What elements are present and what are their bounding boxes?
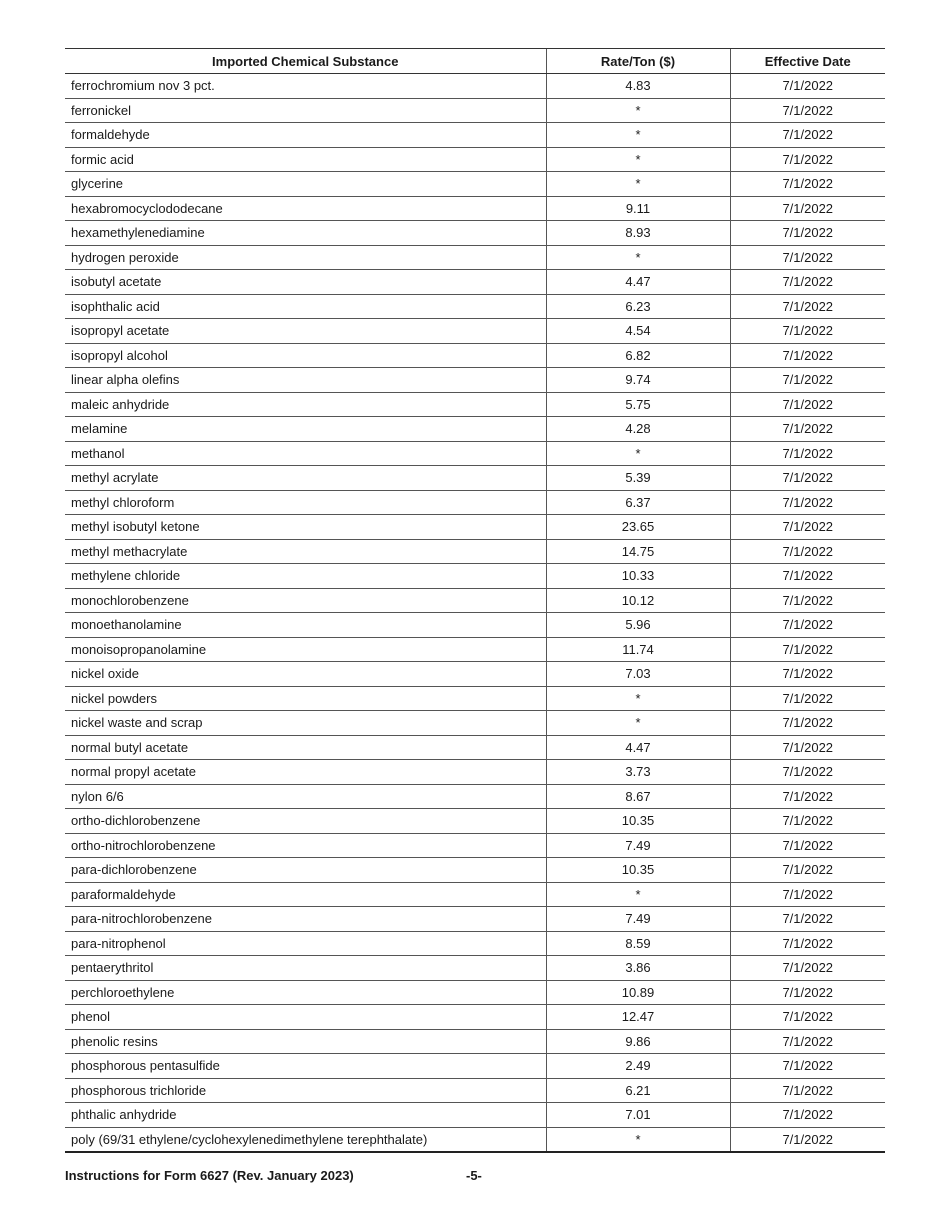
effective-date-cell: 7/1/2022 — [730, 1127, 885, 1152]
substance-cell: glycerine — [65, 172, 546, 197]
rate-cell: 9.86 — [546, 1029, 730, 1054]
table-row — [65, 931, 885, 956]
form-title-footer: Instructions for Form 6627 (Rev. January 2023) — [65, 1168, 354, 1183]
substance-cell: paraformaldehyde — [65, 882, 546, 907]
effective-date-cell: 7/1/2022 — [730, 172, 885, 197]
table-row — [65, 98, 885, 123]
table-row — [65, 564, 885, 589]
substance-cell: melamine — [65, 417, 546, 442]
effective-date-cell: 7/1/2022 — [730, 392, 885, 417]
table-row — [65, 1103, 885, 1128]
effective-date-cell: 7/1/2022 — [730, 588, 885, 613]
table-row — [65, 588, 885, 613]
effective-date-cell: 7/1/2022 — [730, 907, 885, 932]
table-row — [65, 368, 885, 393]
table-row — [65, 1054, 885, 1079]
substance-cell: methyl chloroform — [65, 490, 546, 515]
substance-cell: phenolic resins — [65, 1029, 546, 1054]
effective-date-cell: 7/1/2022 — [730, 441, 885, 466]
rate-cell: 23.65 — [546, 515, 730, 540]
table-row — [65, 147, 885, 172]
substance-cell: isopropyl alcohol — [65, 343, 546, 368]
effective-date-cell: 7/1/2022 — [730, 931, 885, 956]
header-effective-date: Effective Date — [730, 49, 885, 74]
effective-date-cell: 7/1/2022 — [730, 637, 885, 662]
page-number: -5- — [466, 1168, 482, 1183]
rate-cell: 10.89 — [546, 980, 730, 1005]
rate-cell: 5.39 — [546, 466, 730, 491]
substance-cell: hexabromocyclododecane — [65, 196, 546, 221]
table-row — [65, 515, 885, 540]
substance-cell: normal propyl acetate — [65, 760, 546, 785]
table-header-row — [65, 49, 885, 74]
table-row — [65, 343, 885, 368]
rate-cell: 10.35 — [546, 809, 730, 834]
table-row — [65, 784, 885, 809]
rate-cell: * — [546, 147, 730, 172]
effective-date-cell: 7/1/2022 — [730, 1078, 885, 1103]
substance-cell: phenol — [65, 1005, 546, 1030]
effective-date-cell: 7/1/2022 — [730, 221, 885, 246]
effective-date-cell: 7/1/2022 — [730, 1054, 885, 1079]
rate-cell: 6.82 — [546, 343, 730, 368]
table-row — [65, 539, 885, 564]
table-row — [65, 74, 885, 99]
table-row — [65, 441, 885, 466]
rate-cell: 5.96 — [546, 613, 730, 638]
rate-cell: 14.75 — [546, 539, 730, 564]
table-row — [65, 319, 885, 344]
table-row — [65, 123, 885, 148]
table-row — [65, 711, 885, 736]
rate-cell: * — [546, 711, 730, 736]
rate-cell: 10.35 — [546, 858, 730, 883]
substance-cell: monoethanolamine — [65, 613, 546, 638]
rate-cell: * — [546, 123, 730, 148]
rate-cell: 7.49 — [546, 833, 730, 858]
rate-cell: * — [546, 245, 730, 270]
effective-date-cell: 7/1/2022 — [730, 686, 885, 711]
table-row — [65, 637, 885, 662]
effective-date-cell: 7/1/2022 — [730, 319, 885, 344]
substance-cell: monochlorobenzene — [65, 588, 546, 613]
substance-cell: hydrogen peroxide — [65, 245, 546, 270]
table-row — [65, 196, 885, 221]
effective-date-cell: 7/1/2022 — [730, 956, 885, 981]
substance-cell: methyl isobutyl ketone — [65, 515, 546, 540]
rate-cell: 4.28 — [546, 417, 730, 442]
table-body — [65, 74, 885, 1152]
substance-cell: pentaerythritol — [65, 956, 546, 981]
substance-cell: para-nitrophenol — [65, 931, 546, 956]
rate-cell: 10.33 — [546, 564, 730, 589]
substance-cell: ferrochromium nov 3 pct. — [65, 74, 546, 99]
table-row — [65, 1078, 885, 1103]
rate-cell: 6.23 — [546, 294, 730, 319]
table-row — [65, 392, 885, 417]
table-row — [65, 882, 885, 907]
effective-date-cell: 7/1/2022 — [730, 270, 885, 295]
effective-date-cell: 7/1/2022 — [730, 1103, 885, 1128]
rate-cell: * — [546, 98, 730, 123]
rate-cell: 3.86 — [546, 956, 730, 981]
rate-cell: * — [546, 172, 730, 197]
substance-cell: ortho-dichlorobenzene — [65, 809, 546, 834]
substance-cell: nickel waste and scrap — [65, 711, 546, 736]
substance-cell: isobutyl acetate — [65, 270, 546, 295]
substance-cell: phosphorous pentasulfide — [65, 1054, 546, 1079]
effective-date-cell: 7/1/2022 — [730, 147, 885, 172]
effective-date-cell: 7/1/2022 — [730, 1029, 885, 1054]
substance-cell: para-dichlorobenzene — [65, 858, 546, 883]
substance-cell: nickel powders — [65, 686, 546, 711]
substance-cell: perchloroethylene — [65, 980, 546, 1005]
substance-cell: phosphorous trichloride — [65, 1078, 546, 1103]
chemical-rate-table — [65, 48, 885, 1153]
substance-cell: monoisopropanolamine — [65, 637, 546, 662]
rate-cell: 10.12 — [546, 588, 730, 613]
substance-cell: phthalic anhydride — [65, 1103, 546, 1128]
table-row — [65, 735, 885, 760]
effective-date-cell: 7/1/2022 — [730, 74, 885, 99]
effective-date-cell: 7/1/2022 — [730, 539, 885, 564]
rate-cell: 7.03 — [546, 662, 730, 687]
substance-cell: methanol — [65, 441, 546, 466]
effective-date-cell: 7/1/2022 — [730, 784, 885, 809]
substance-cell: formic acid — [65, 147, 546, 172]
rate-cell: 2.49 — [546, 1054, 730, 1079]
table-row — [65, 613, 885, 638]
rate-cell: 3.73 — [546, 760, 730, 785]
effective-date-cell: 7/1/2022 — [730, 980, 885, 1005]
effective-date-cell: 7/1/2022 — [730, 515, 885, 540]
substance-cell: nylon 6/6 — [65, 784, 546, 809]
substance-cell: linear alpha olefins — [65, 368, 546, 393]
substance-cell: isopropyl acetate — [65, 319, 546, 344]
table-row — [65, 1127, 885, 1152]
effective-date-cell: 7/1/2022 — [730, 833, 885, 858]
header-substance: Imported Chemical Substance — [65, 49, 546, 74]
effective-date-cell: 7/1/2022 — [730, 662, 885, 687]
effective-date-cell: 7/1/2022 — [730, 564, 885, 589]
table-row — [65, 294, 885, 319]
substance-cell: ortho-nitrochlorobenzene — [65, 833, 546, 858]
substance-cell: poly (69/31 ethylene/cyclohexylenedimethylene terephthalate) — [65, 1127, 546, 1152]
rate-cell: 9.74 — [546, 368, 730, 393]
effective-date-cell: 7/1/2022 — [730, 417, 885, 442]
table-row — [65, 907, 885, 932]
table-row — [65, 662, 885, 687]
substance-cell: isophthalic acid — [65, 294, 546, 319]
rate-cell: 4.54 — [546, 319, 730, 344]
effective-date-cell: 7/1/2022 — [730, 490, 885, 515]
effective-date-cell: 7/1/2022 — [730, 196, 885, 221]
effective-date-cell: 7/1/2022 — [730, 368, 885, 393]
table-row — [65, 270, 885, 295]
effective-date-cell: 7/1/2022 — [730, 294, 885, 319]
table-row — [65, 1029, 885, 1054]
substance-cell: formaldehyde — [65, 123, 546, 148]
table-row — [65, 760, 885, 785]
rate-cell: 12.47 — [546, 1005, 730, 1030]
substance-cell: methylene chloride — [65, 564, 546, 589]
table-row — [65, 172, 885, 197]
substance-cell: para-nitrochlorobenzene — [65, 907, 546, 932]
table-row — [65, 980, 885, 1005]
substance-cell: ferronickel — [65, 98, 546, 123]
rate-cell: 4.83 — [546, 74, 730, 99]
rate-cell: 4.47 — [546, 735, 730, 760]
rate-cell: 7.01 — [546, 1103, 730, 1128]
rate-cell: 11.74 — [546, 637, 730, 662]
substance-cell: methyl methacrylate — [65, 539, 546, 564]
effective-date-cell: 7/1/2022 — [730, 343, 885, 368]
effective-date-cell: 7/1/2022 — [730, 760, 885, 785]
table-row — [65, 466, 885, 491]
table-row — [65, 221, 885, 246]
table-row — [65, 809, 885, 834]
rate-cell: * — [546, 441, 730, 466]
table-row — [65, 490, 885, 515]
table-row — [65, 417, 885, 442]
table-row — [65, 686, 885, 711]
substance-cell: methyl acrylate — [65, 466, 546, 491]
rate-cell: 6.37 — [546, 490, 730, 515]
rate-cell: 6.21 — [546, 1078, 730, 1103]
effective-date-cell: 7/1/2022 — [730, 809, 885, 834]
rate-cell: * — [546, 686, 730, 711]
rate-cell: 8.67 — [546, 784, 730, 809]
effective-date-cell: 7/1/2022 — [730, 858, 885, 883]
table-row — [65, 1005, 885, 1030]
rate-cell: * — [546, 1127, 730, 1152]
substance-cell: normal butyl acetate — [65, 735, 546, 760]
effective-date-cell: 7/1/2022 — [730, 735, 885, 760]
effective-date-cell: 7/1/2022 — [730, 466, 885, 491]
effective-date-cell: 7/1/2022 — [730, 98, 885, 123]
rate-cell: * — [546, 882, 730, 907]
table-row — [65, 833, 885, 858]
effective-date-cell: 7/1/2022 — [730, 245, 885, 270]
rate-cell: 9.11 — [546, 196, 730, 221]
table-row — [65, 956, 885, 981]
effective-date-cell: 7/1/2022 — [730, 882, 885, 907]
effective-date-cell: 7/1/2022 — [730, 711, 885, 736]
rate-cell: 4.47 — [546, 270, 730, 295]
effective-date-cell: 7/1/2022 — [730, 123, 885, 148]
substance-cell: maleic anhydride — [65, 392, 546, 417]
substance-cell: hexamethylenediamine — [65, 221, 546, 246]
rate-cell: 8.59 — [546, 931, 730, 956]
rate-cell: 8.93 — [546, 221, 730, 246]
rate-cell: 5.75 — [546, 392, 730, 417]
header-rate: Rate/Ton ($) — [546, 49, 730, 74]
effective-date-cell: 7/1/2022 — [730, 613, 885, 638]
substance-cell: nickel oxide — [65, 662, 546, 687]
table-row — [65, 245, 885, 270]
effective-date-cell: 7/1/2022 — [730, 1005, 885, 1030]
table-row — [65, 858, 885, 883]
rate-cell: 7.49 — [546, 907, 730, 932]
